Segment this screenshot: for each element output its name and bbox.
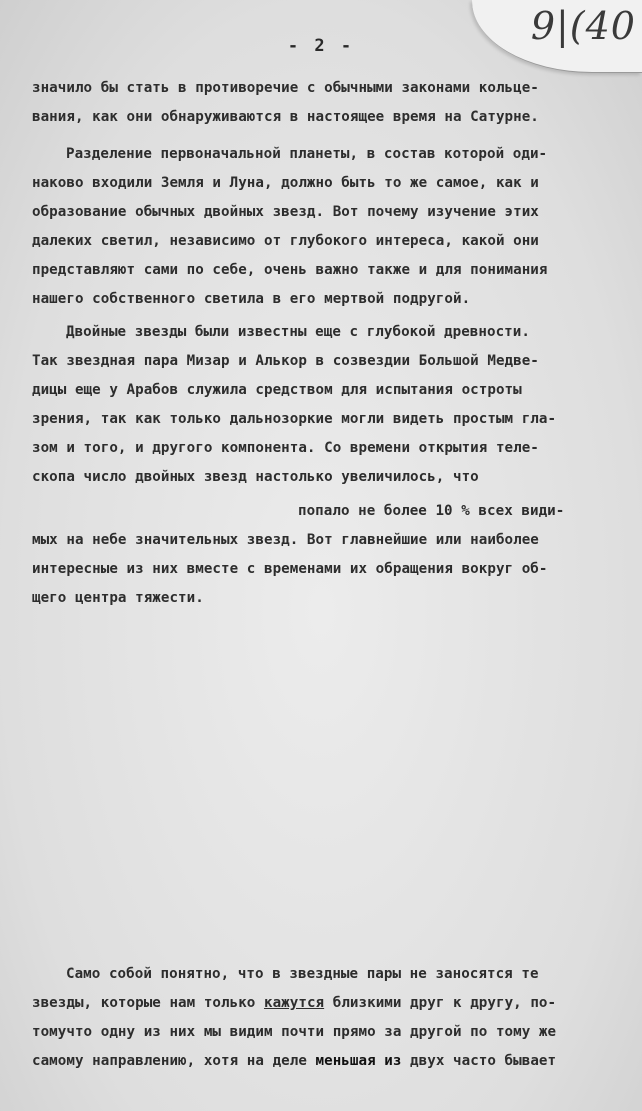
text-line: Разделение первоначальной планеты, в состав которой оди-	[66, 146, 548, 162]
text-line: Само собой понятно, что в звездные пары не заносятся те	[66, 966, 539, 982]
text-line: образование обычных двойных звезд. Вот почему изучение этих	[32, 204, 539, 220]
text-line: интересные из них вместе с временами их обращения вокруг об-	[32, 561, 548, 577]
text-fragment: близкими друг к другу, по-	[332, 995, 557, 1011]
text-fragment: звезды, которые нам только	[32, 995, 256, 1011]
text-line: щего центра тяжести.	[32, 590, 204, 606]
text-line: попало не более 10 % всех види-	[298, 503, 565, 519]
text-fragment: двух часто бывает	[410, 1053, 557, 1069]
text-line: скопа число двойных звезд настолько увеличилось, что	[32, 469, 479, 485]
underlined-word: кажутся	[263, 995, 325, 1011]
text-line: зрения, так как только дальнозоркие могли видеть простым гла-	[32, 411, 557, 427]
text-line: дицы еще у Арабов служила средством для испытания остроты	[32, 382, 522, 398]
text-line: значило бы стать в противоречие с обычными законами кольце-	[32, 80, 539, 96]
text-line: томучто одну из них мы видим почти прямо за другой по тому же	[32, 1024, 557, 1040]
page-number: - 2 -	[287, 36, 355, 56]
text-line: нашего собственного светила в его мертвой подругой.	[32, 291, 471, 307]
text-line: далеких светил, независимо от глубокого интереса, какой они	[32, 233, 539, 249]
text-line: представляют сами по себе, очень важно также и для понимания	[32, 262, 548, 278]
archive-handwritten-mark: 9|(40	[530, 4, 636, 48]
text-line: Так звездная пара Мизар и Алькор в созвездии Большой Медве-	[32, 353, 539, 369]
text-line: мых на небе значительных звезд. Вот главнейшие или наиболее	[32, 532, 539, 548]
text-line	[32, 1053, 556, 1069]
text-line: вания, как они обнаруживаются в настоящее время на Сатурне.	[32, 109, 539, 125]
text-line: зом и того, и другого компонента. Со времени открытия теле-	[32, 440, 539, 456]
text-line: наково входили Земля и Луна, должно быть то же самое, как и	[32, 175, 539, 191]
text-line: Двойные звезды были известны еще с глубокой древности.	[66, 324, 530, 340]
overtyped-words: меньшая из	[315, 1053, 402, 1069]
text-fragment: самому направлению, хотя на деле	[32, 1053, 307, 1069]
text-line	[32, 995, 556, 1011]
